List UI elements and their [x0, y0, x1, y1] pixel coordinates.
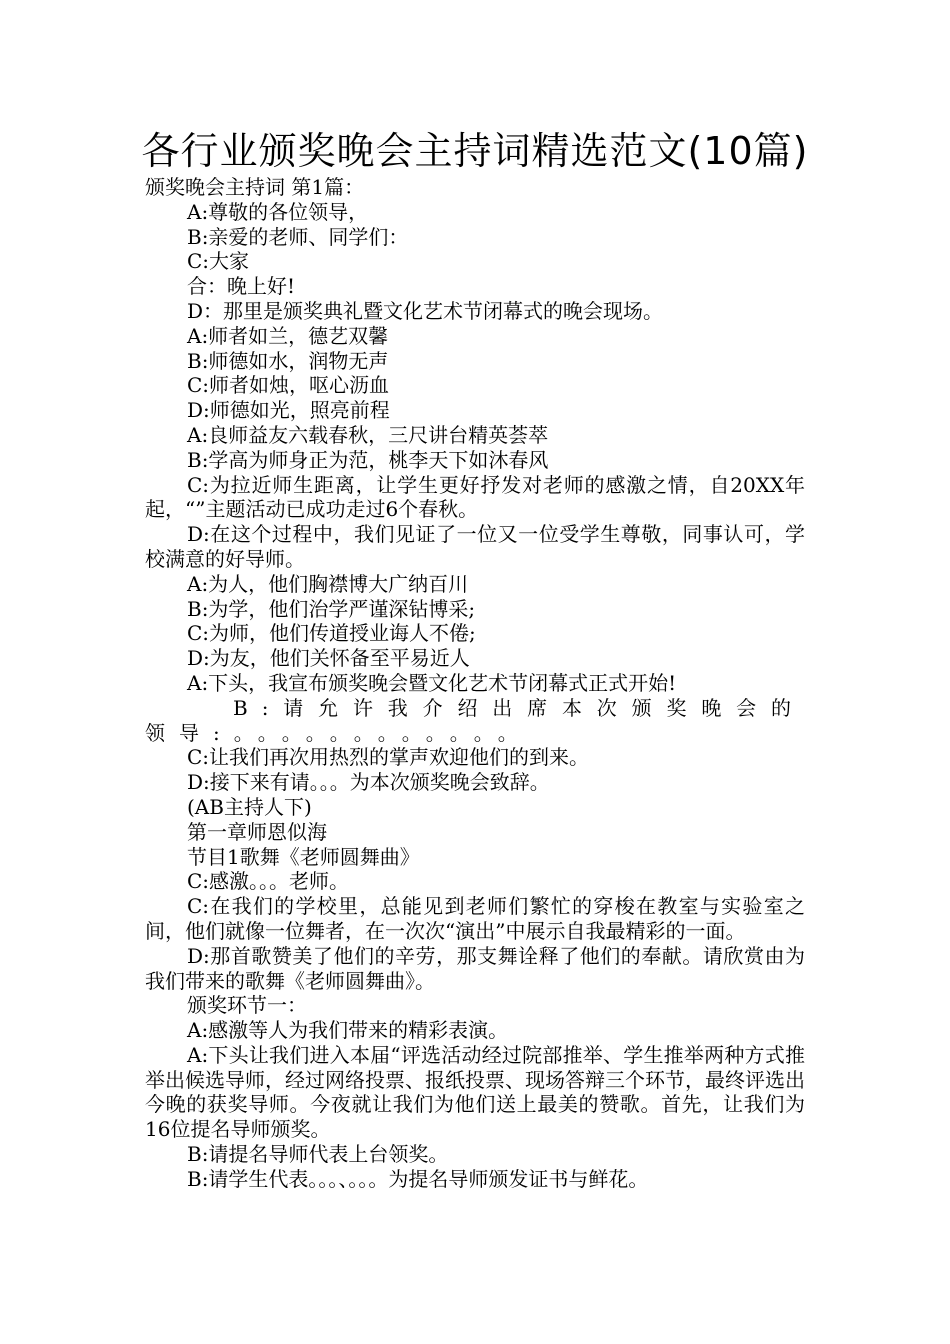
paragraph: 第一章师恩似海 — [187, 819, 327, 844]
paragraph: C:师者如烛，呕心沥血 — [187, 373, 390, 398]
paragraph: C:感激。。。老师。 — [187, 869, 350, 894]
paragraph: D:那首歌赞美了他们的辛劳，那支舞诠释了他们的奉献。请欣赏由为我们带来的歌舞《老师圆舞曲》。 — [145, 943, 805, 993]
paragraph: A:良师益友六载春秋，三尺讲台精英荟萃 — [187, 422, 549, 447]
paragraph: C:让我们再次用热烈的掌声欢迎他们的到来。 — [187, 745, 590, 770]
paragraph: (AB主持人下) — [187, 794, 312, 819]
paragraph: A:尊敬的各位领导， — [187, 199, 369, 224]
paragraph: 合：晚上好! — [187, 274, 296, 299]
paragraph: D:师德如光，照亮前程 — [187, 398, 390, 423]
paragraph: B:请学生代表。。。、。。。为提名导师颁发证书与鲜花。 — [187, 1166, 649, 1191]
paragraph: C:在我们的学校里，总能见到老师们繁忙的穿梭在教室与实验室之间，他们就像一位舞者，在一次次“演出”中展示自我最精彩的一面。 — [145, 894, 805, 943]
paragraph: 节目1歌舞《老师圆舞曲》 — [187, 844, 420, 869]
paragraph: B:师德如水，润物无声 — [187, 348, 389, 373]
paragraph: B:为学，他们治学严谨深钻博采; — [187, 596, 476, 621]
paragraph: B:亲爱的老师、同学们： — [187, 224, 409, 249]
paragraph: D：那里是颁奖典礼暨文化艺术节闭幕式的晚会现场。 — [187, 298, 664, 323]
paragraph: A:为人，他们胸襟博大广纳百川 — [187, 571, 469, 596]
section-heading: 颁奖晚会主持词 第1篇： — [145, 175, 365, 199]
paragraph: 颁奖环节一： — [187, 993, 307, 1018]
paragraph: C:为拉近师生距离，让学生更好抒发对老师的感激之情，自20XX年起，“”主题活动已成功走过6个春秋。 — [145, 472, 805, 522]
paragraph: B:学高为师身正为范，桃李天下如沐春风 — [187, 447, 549, 472]
paragraph: A:师者如兰，德艺双馨 — [187, 323, 389, 348]
paragraph: B:请允许我介绍出席本次颁奖晚会的领导:。。。。。。。。。。。。 — [145, 695, 805, 745]
paragraph: A:下头，我宣布颁奖晚会暨文化艺术节闭幕式正式开始! — [187, 670, 677, 695]
paragraph: D:为友，他们关怀备至平易近人 — [187, 646, 470, 671]
paragraph: D:在这个过程中，我们见证了一位又一位受学生尊敬，同事认可，学校满意的好导师。 — [145, 522, 805, 571]
paragraph: A:感激等人为我们带来的精彩表演。 — [187, 1018, 509, 1043]
paragraph: C:大家 — [187, 249, 250, 274]
paragraph: B:请提名导师代表上台领奖。 — [187, 1142, 449, 1167]
paragraph: A:下头让我们进入本届“评选活动经过院部推举、学生推举两种方式推举出候选导师，经过网络投票、报纸投票、现场答辩三个环节，最终评选出今晚的获奖导师。今夜就让我们为他们送上最美的赞歌。首先，让我们为16位提名导师颁奖。 — [145, 1042, 805, 1142]
document-body — [145, 175, 805, 1192]
paragraph: D:接下来有请。。。为本次颁奖晚会致辞。 — [187, 770, 550, 795]
paragraph: C:为师，他们传道授业诲人不倦; — [187, 621, 476, 646]
document-title: 各行业颁奖晚会主持词精选范文(10篇) — [141, 129, 809, 173]
